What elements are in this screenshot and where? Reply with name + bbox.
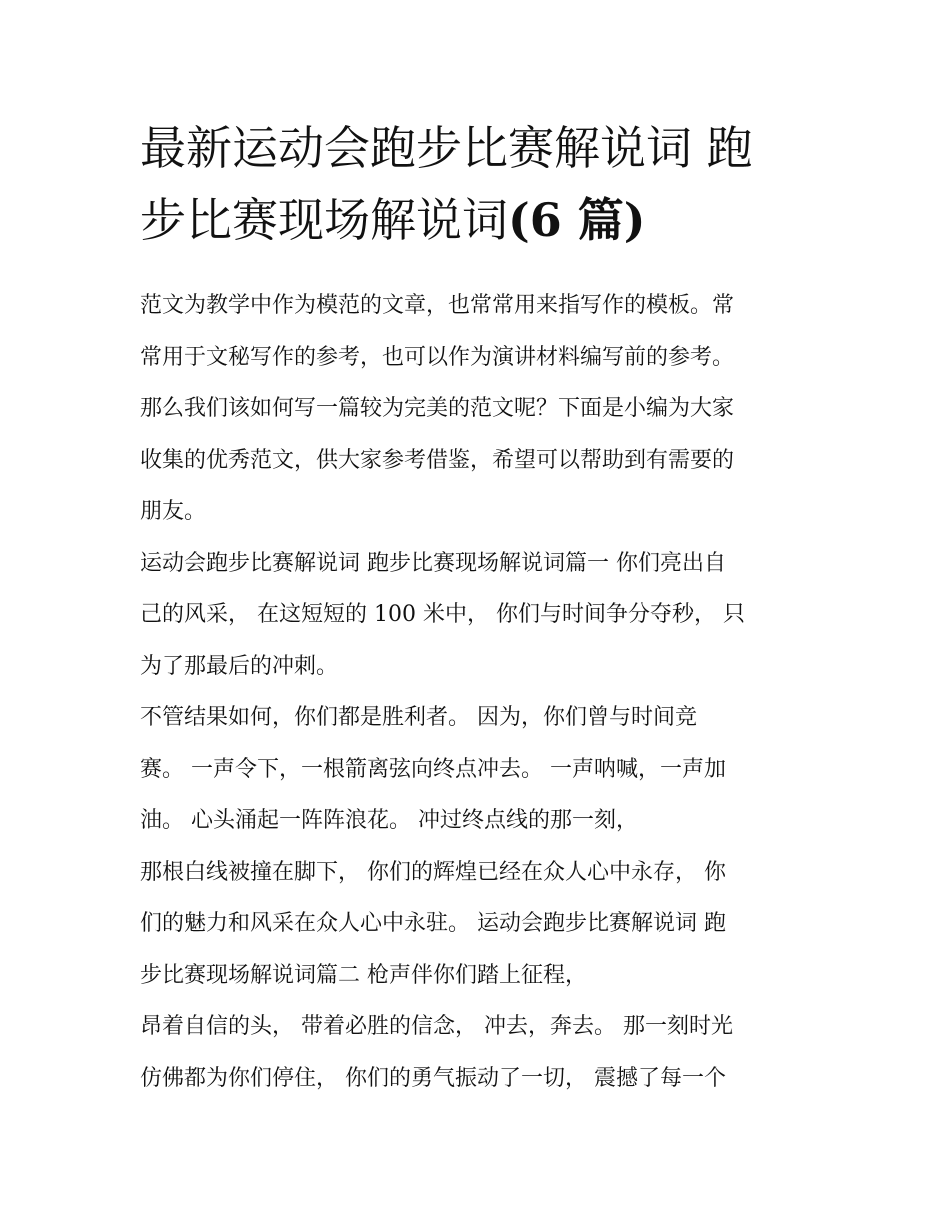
body-line: 赛。 一声令下，一根箭离弦向终点冲去。 一声呐喊，一声加 [140,756,726,782]
title-line-2-text: 步比赛现场解说词 [140,193,508,247]
body-line: 为了那最后的冲刺。 [140,653,339,679]
document-title [140,112,820,256]
body-line: 步比赛现场解说词篇二 枪声伴你们踏上征程， [140,962,587,988]
body-line: 范文为教学中作为模范的文章，也常常用来指写作的模板。常 [140,293,735,318]
body-line: 不管结果如何，你们都是胜利者。 因为，你们曾与时间竞 [140,705,697,730]
body-line: 运动会跑步比赛解说词 跑步比赛现场解说词篇一 你们亮出自 [140,550,726,576]
body-line: 那么我们该如何写一篇较为完美的范文呢？下面是小编为大家 [140,396,735,421]
body-line: 常用于文秘写作的参考，也可以作为演讲材料编写前的参考。 [140,344,735,370]
body-line: 朋友。 [140,499,207,524]
body-line: 昂着自信的头， 带着必胜的信念， 冲去，奔去。 那一刻时光 [140,1014,733,1039]
title-line-2 [140,184,820,256]
body-line: 油。 心头涌起一阵阵浪花。 冲过终点线的那一刻， [140,808,638,833]
body-line: 那根白线被撞在脚下， 你们的辉煌已经在众人心中永存， 你 [140,859,726,885]
body-line: 们的魅力和风采在众人心中永驻。 运动会跑步比赛解说词 跑 [140,911,726,936]
title-line-1: 最新运动会跑步比赛解说词 跑 [140,121,753,175]
title-count: (6 篇) [508,193,646,247]
body-line: 仿佛都为你们停住， 你们的勇气振动了一切， 震撼了每一个 [140,1065,726,1091]
document-body [140,280,820,1104]
body-line: 己的风采， 在这短短的 100 米中， 你们与时间争分夺秒， 只 [140,602,745,627]
body-line: 收集的优秀范文，供大家参考借鉴，希望可以帮助到有需要的 [140,447,735,473]
